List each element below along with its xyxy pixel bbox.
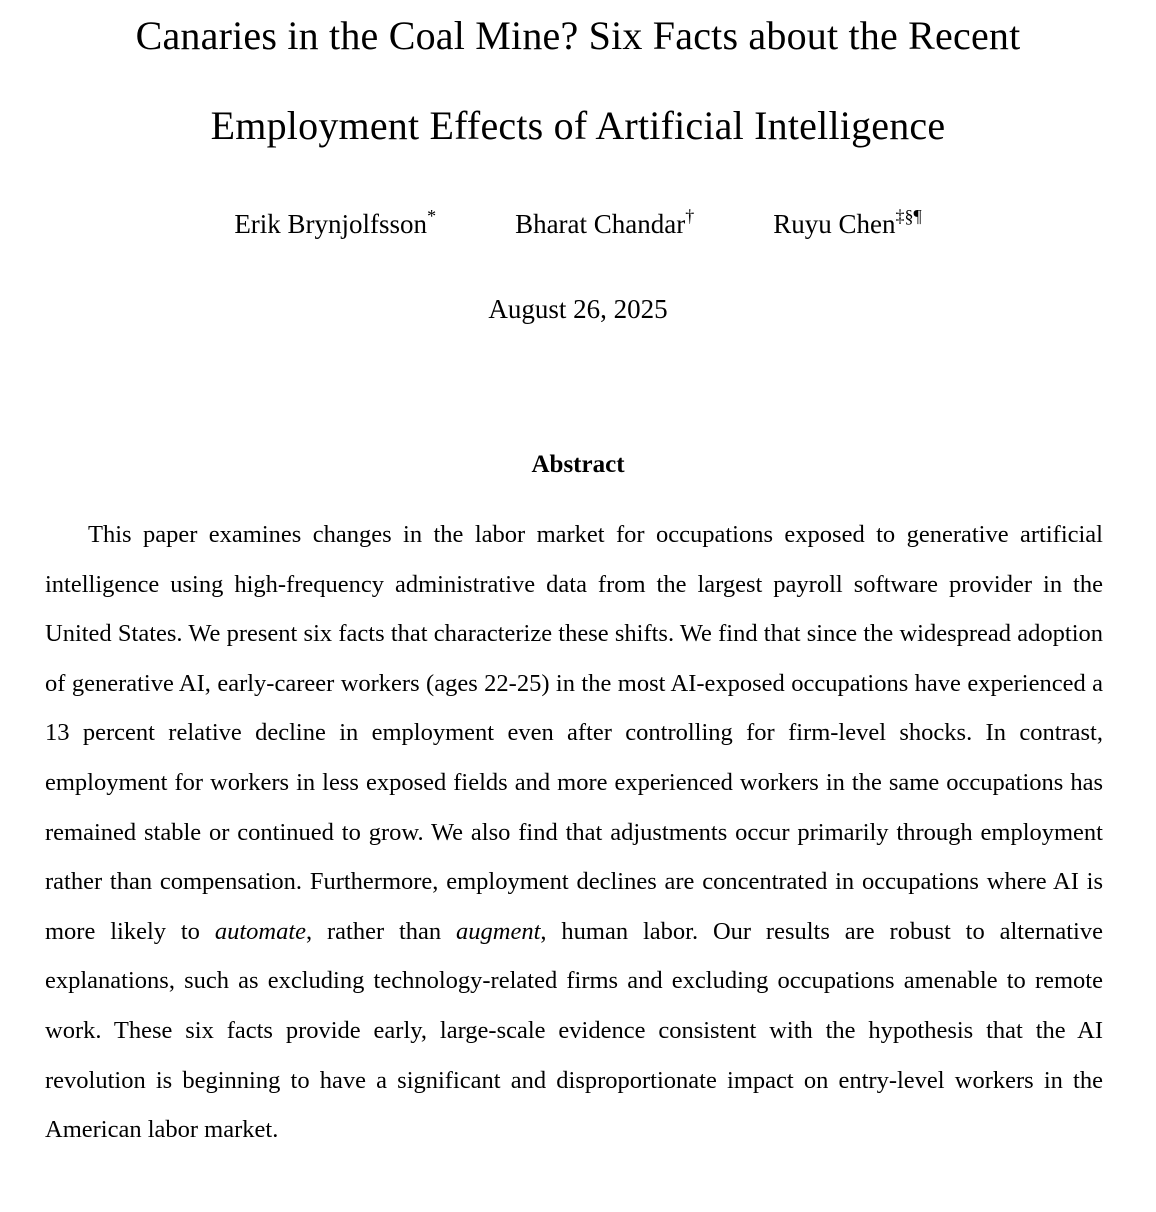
title-line-2: Employment Effects of Artificial Intelligence xyxy=(210,103,946,148)
abstract-segment: , human labor. Our results are robust to alternative explanations, such as excluding technology-related firms and excluding occupations amenable to remote work. These six facts provide early, large-scale evidence consistent with the hypothesis that the AI revolution is beginning to have a significant and disproportionate impact on entry-level workers in the American labor market. xyxy=(45,917,1103,1144)
abstract-segment-italic-augment: augment xyxy=(456,917,541,945)
abstract-heading: Abstract xyxy=(531,451,625,478)
paper-date: August 26, 2025 xyxy=(488,294,668,324)
author-name: Bharat Chandar xyxy=(515,209,686,239)
author-bharat-chandar xyxy=(515,208,694,241)
author-footnote-marker: † xyxy=(685,206,695,226)
paper-title xyxy=(0,12,1156,150)
author-name: Ruyu Chen xyxy=(773,209,896,239)
title-line-1: Canaries in the Coal Mine? Six Facts about the Recent xyxy=(135,13,1021,58)
abstract-segment: , rather than xyxy=(306,917,457,945)
author-row xyxy=(0,208,1156,241)
paper-title-page xyxy=(0,12,1156,1212)
author-ruyu-chen xyxy=(773,208,921,241)
author-erik-brynjolfsson xyxy=(234,208,436,241)
author-footnote-marker: ‡§¶ xyxy=(895,206,922,226)
abstract-segment-italic-automate: automate xyxy=(214,917,306,945)
abstract-text xyxy=(45,510,1103,1155)
author-footnote-marker: * xyxy=(427,206,437,226)
abstract-segment: This paper examines changes in the labor market for occupations exposed to generative artificial intelligence using high-frequency administrative data from the largest payroll software provider in the United States. We present six facts that characterize these shifts. We find that since the widespread adoption of generative AI, early-career workers (ages 22-25) in the most AI-exposed occupations have experienced a 13 percent relative decline in employment even after controlling for firm-level shocks. In contrast, employment for workers in less exposed fields and more experienced workers in the same occupations has remained stable or continued to grow. We also find that adjustments occur primarily through employment rather than compensation. Furthermore, employment declines are concentrated in occupations where AI is more likely to xyxy=(45,521,1103,945)
author-name: Erik Brynjolfsson xyxy=(234,209,428,239)
